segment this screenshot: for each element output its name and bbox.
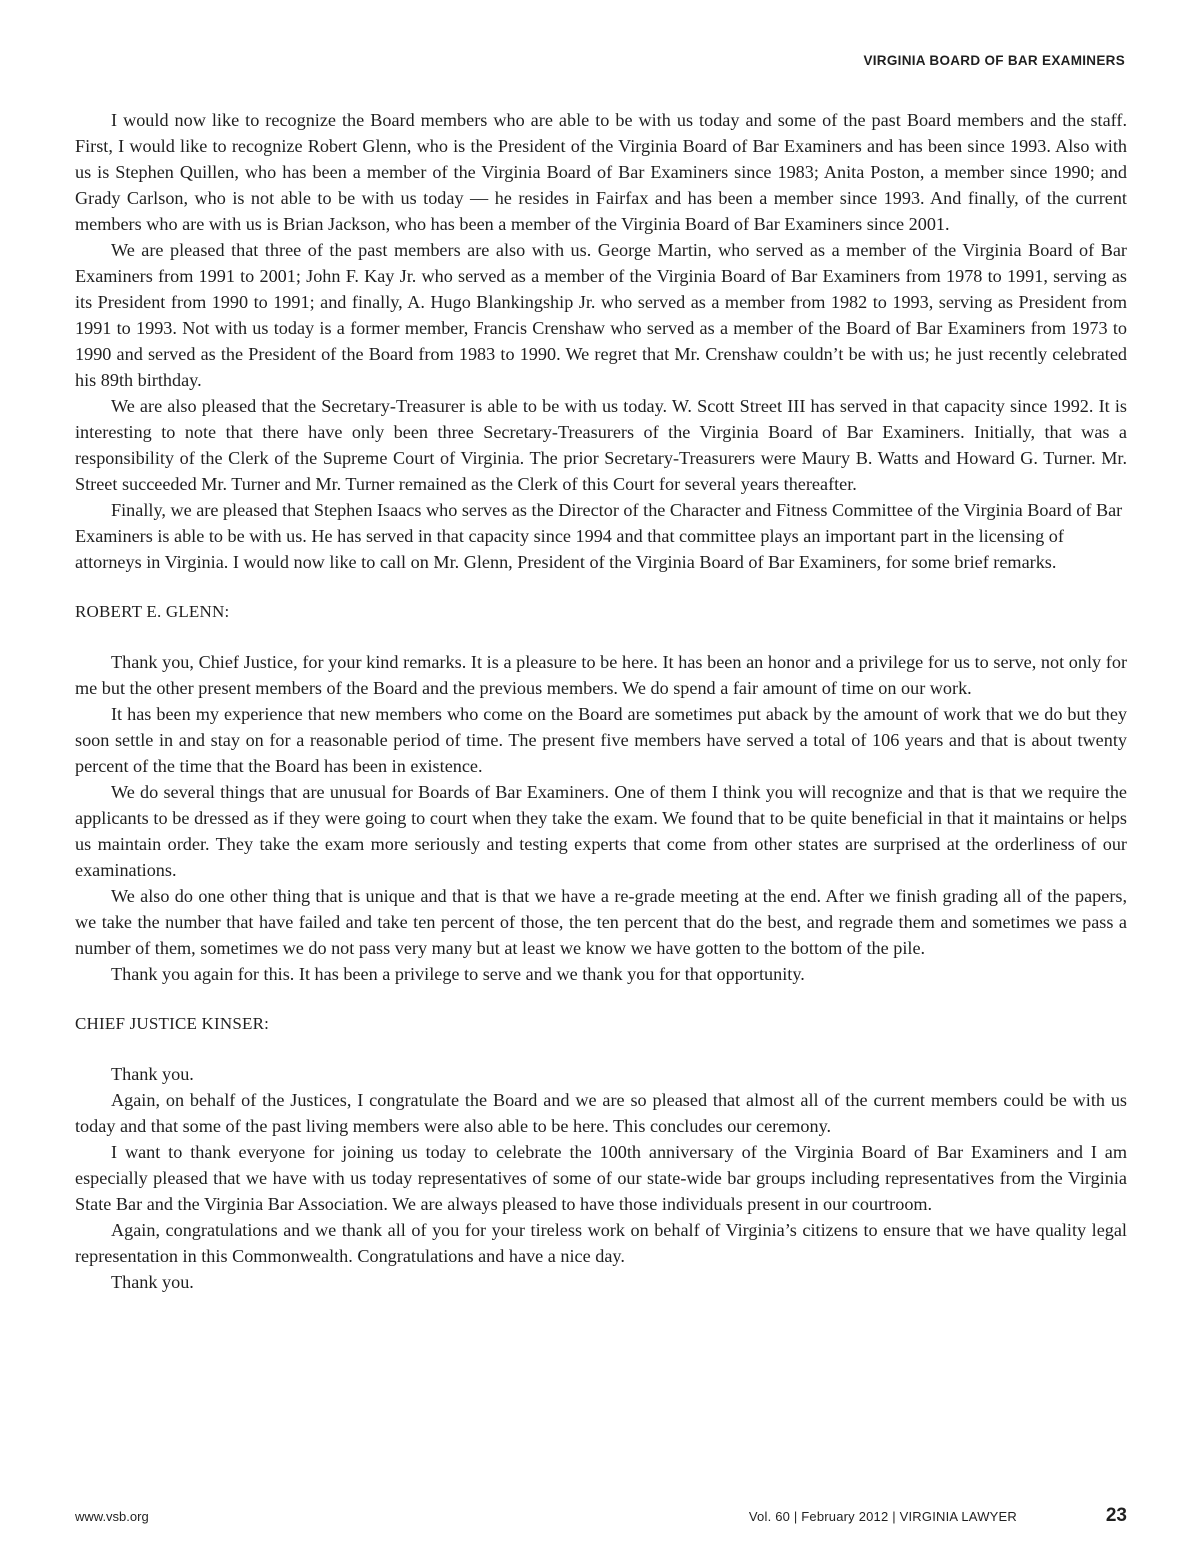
paragraph: Thank you. [111, 1064, 194, 1084]
page-number: 23 [1105, 1505, 1127, 1526]
paragraph: We do several things that are unusual for Boards of Bar Examiners. One of them I think you will recognize and that is that we require the applicants to be dressed as if they were going to court when they take the exam. We found that to be quite beneficial in that it maintains or helps us maintain order. They take the exam more seriously and testing experts that come from other states are surprised at the orderliness of our examinations. [75, 782, 1127, 880]
paragraph: Thank you again for this. It has been a privilege to serve and we thank you for that opportunity. [111, 964, 805, 984]
paragraph: We are also pleased that the Secretary-Treasurer is able to be with us today. W. Scott Street III has served in that capacity since 1992. It is interesting to note that there have only been three Secretary-Treasurers of the Virginia Board of Bar Examiners. Initially, that was a responsibility of the Clerk of the Supreme Court of Virginia. The prior Secretary-Treasurers were Maury B. Watts and Howard G. Turner. Mr. Street succeeded Mr. Turner and Mr. Turner remained as the Clerk of this Court for several years thereafter. [75, 396, 1127, 494]
paragraph: Thank you. [111, 1272, 194, 1292]
article-body [75, 107, 1127, 1295]
paragraph: Finally, we are pleased that Stephen Isaacs who serves as the Director of the Character and Fitness Committee of the Virginia Board of Bar Examiners is able to be with us. He has served in that capacity since 1994 and that committee plays an important part in the licensing of attorneys in Virginia. I would now like to call on Mr. Glenn, President of the Virginia Board of Bar Examiners, for some brief remarks. [75, 500, 1123, 572]
paragraph: Again, on behalf of the Justices, I congratulate the Board and we are so pleased that almost all of the current members could be with us today and that some of the past living members were also able to be here. This concludes our ceremony. [75, 1090, 1127, 1136]
running-header: VIRGINIA BOARD OF BAR EXAMINERS [863, 53, 1125, 68]
speaker-label: CHIEF JUSTICE KINSER: [75, 1014, 270, 1033]
paragraph: We also do one other thing that is unique and that is that we have a re-grade meeting at the end. After we finish grading all of the papers, we take the number that have failed and take ten percent of those, the ten percent that do the best, and regrade them and sometimes we pass a number of them, sometimes we do not pass very many but at least we know we have gotten to the bottom of the pile. [75, 886, 1127, 958]
page-footer [75, 1503, 1127, 1529]
paragraph: Thank you, Chief Justice, for your kind remarks. It is a pleasure to be here. It has been an honor and a privilege for us to serve, not only for me but the other present members of the Board and the previous members. We do spend a fair amount of time on our work. [75, 652, 1127, 698]
paragraph: I want to thank everyone for joining us today to celebrate the 100th anniversary of the Virginia Board of Bar Examiners and I am especially pleased that we have with us today representatives of some of our state-wide bar groups including representatives from the Virginia State Bar and the Virginia Bar Association. We are always pleased to have those individuals present in our courtroom. [75, 1142, 1127, 1214]
footer-issue-info: Vol. 60 | February 2012 | VIRGINIA LAWYER [748, 1509, 1017, 1524]
paragraph: Again, congratulations and we thank all of you for your tireless work on behalf of Virginia’s citizens to ensure that we have quality legal representation in this Commonwealth. Congratulations and have a nice day. [75, 1220, 1127, 1266]
footer-url[interactable]: www.vsb.org [75, 1509, 149, 1524]
speaker-label: ROBERT E. GLENN: [75, 602, 230, 621]
paragraph: It has been my experience that new members who come on the Board are sometimes put aback by the amount of work that we do but they soon settle in and stay on for a reasonable period of time. The present five members have served a total of 106 years and that is about twenty percent of the time that the Board has been in existence. [75, 704, 1127, 776]
paragraph: I would now like to recognize the Board members who are able to be with us today and some of the past Board members and the staff. First, I would like to recognize Robert Glenn, who is the President of the Virginia Board of Bar Examiners and has been since 1993. Also with us is Stephen Quillen, who has been a member of the Virginia Board of Bar Examiners since 1983; Anita Poston, a member since 1990; and Grady Carlson, who is not able to be with us today — he resides in Fairfax and has been a member since 1993. And finally, of the current members who are with us is Brian Jackson, who has been a member of the Virginia Board of Bar Examiners since 2001. [75, 110, 1127, 234]
paragraph: We are pleased that three of the past members are also with us. George Martin, who served as a member of the Virginia Board of Bar Examiners from 1991 to 2001; John F. Kay Jr. who served as a member of the Virginia Board of Bar Examiners from 1978 to 1991, serving as its President from 1990 to 1991; and finally, A. Hugo Blankingship Jr. who served as a member from 1982 to 1993, serving as President from 1991 to 1993. Not with us today is a former member, Francis Crenshaw who served as a member of the Board of Bar Examiners from 1973 to 1990 and served as the President of the Board from 1983 to 1990. We regret that Mr. Crenshaw couldn’t be with us; he just recently celebrated his 89th birthday. [75, 240, 1127, 390]
